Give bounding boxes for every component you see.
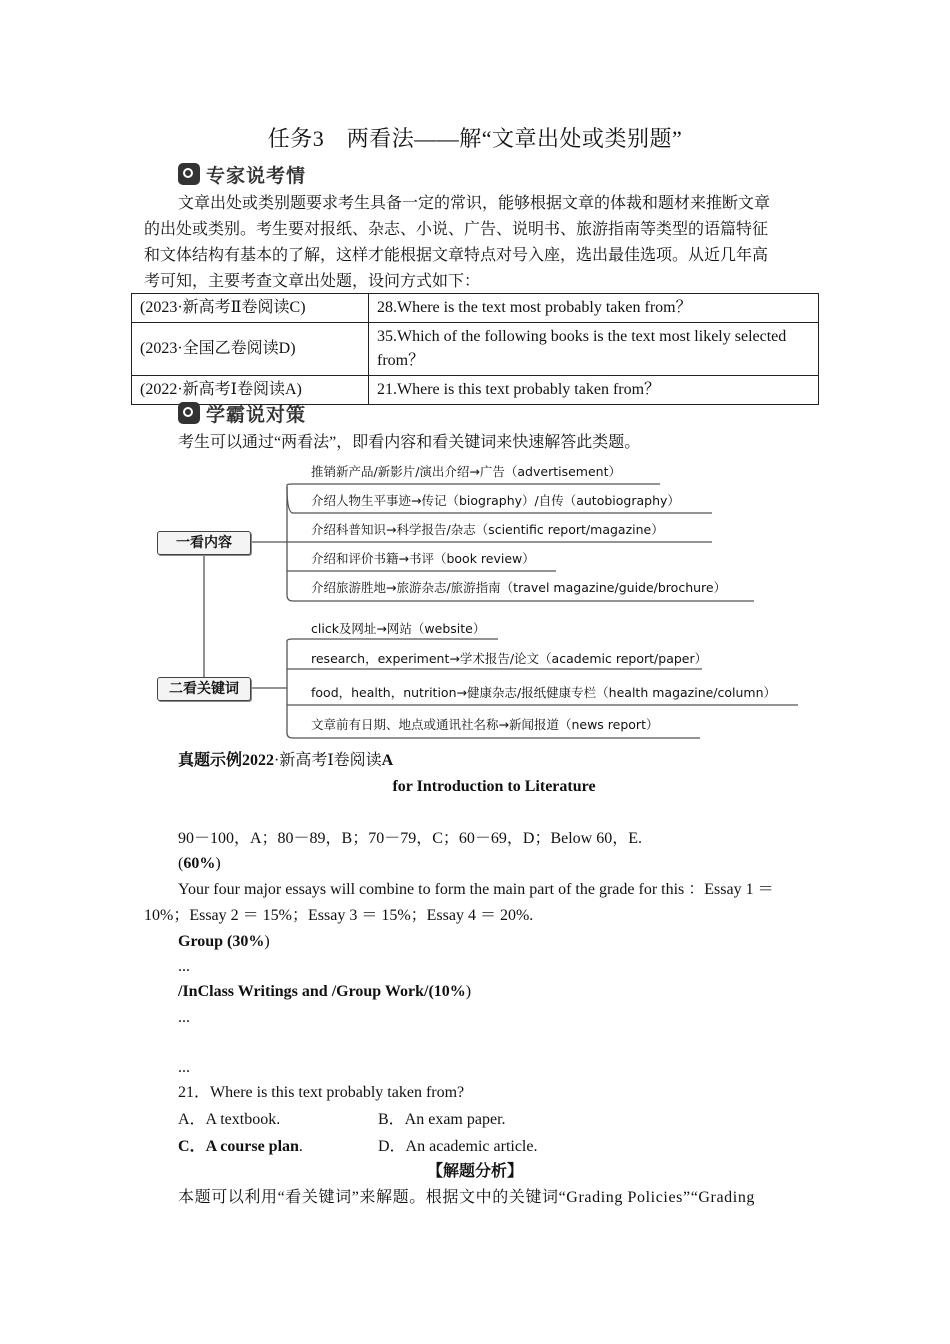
mindmap-leaf: 介绍旅游胜地→旅游杂志/旅游指南（travel magazine/guide/brochure）	[311, 580, 727, 595]
mindmap-leaf: click及网址→网站（website）	[311, 621, 486, 636]
grades-line: 90－100，A；80－89，B；70－79，C；60－69，D；Below 60，E.	[178, 830, 643, 847]
ellipsis: ...	[178, 1059, 190, 1076]
table-cell-question	[369, 376, 819, 405]
group-weight	[178, 929, 270, 955]
option-b: B．An exam paper.	[378, 1111, 506, 1128]
chat-bubble-icon	[178, 163, 200, 185]
table-row	[132, 294, 819, 323]
example-source-text: ·新高考Ⅰ卷阅读	[274, 752, 382, 769]
mindmap-leaf: 介绍和评价书籍→书评（book review）	[311, 551, 535, 566]
ellipsis: ...	[178, 1009, 190, 1026]
intro-line-1: 文章出处或类别题要求考生具备一定的常识，能够根据文章的体裁和题材来推断文章	[178, 195, 771, 212]
intro-line-2: 的出处或类别。考生要对报纸、杂志、小说、广告、说明书、旅游指南等类型的语篇特征	[144, 221, 769, 238]
table-cell-source: (2022·新高考Ⅰ卷阅读A)	[132, 376, 369, 405]
mindmap-leaf: 介绍人物生平事迹→传记（biography）/自传（autobiography）	[311, 493, 680, 508]
mindmap-leaf: 文章前有日期、地点或通讯社名称→新闻报道（news report）	[311, 717, 659, 732]
question-text: 35.Which of the following books is the text most likely selected	[377, 328, 787, 345]
question-text-cont: from？	[377, 352, 425, 369]
example-label: 真题示例	[178, 752, 243, 769]
mindmap-node-keywords: 二看关键词	[157, 677, 251, 701]
mindmap-node-content: 一看内容	[157, 531, 251, 555]
paren-open: (	[178, 855, 184, 872]
table-cell-question	[369, 294, 819, 323]
example-year: 2022	[242, 752, 275, 769]
page-title: 任务3 两看法——解“文章出处或类别题”	[267, 126, 683, 151]
intro-line-4: 考可知，主要考查文章出处题，设问方式如下：	[144, 273, 481, 290]
ellipsis: ...	[178, 958, 190, 975]
section-header-strategy	[178, 401, 306, 425]
essays-weight	[178, 851, 221, 877]
question-21: 21．Where is this text probably taken from?	[178, 1084, 465, 1101]
mindmap-leaf: 介绍科普知识→科学报告/杂志（scientific report/magazine）	[311, 522, 664, 537]
option-c-answer: A course plan	[205, 1138, 299, 1155]
essays-percent: 60%	[183, 855, 216, 872]
option-c-letter: C．	[178, 1138, 206, 1155]
question-source-table	[131, 293, 819, 405]
question-text: 21.Where is this text probably taken from？	[377, 381, 661, 398]
mindmap-leaf: 推销新产品/新影片/演出介绍→广告（advertisement）	[311, 464, 621, 479]
paren-close: )	[215, 855, 221, 872]
mindmap-leaf: food，health，nutrition→健康杂志/报纸健康专栏（health magazine/column）	[311, 685, 777, 700]
table-cell-source: (2023·全国乙卷阅读D)	[132, 323, 369, 376]
paren-close: )	[465, 983, 472, 1000]
group-label: Group (30%	[178, 933, 265, 950]
inclass-label: /InClass Writings and /Group Work/(10%	[178, 983, 466, 1000]
analysis-text: 本题可以利用“看关键词”来解题。根据文中的关键词“Grading Policies”“Grading	[178, 1189, 756, 1206]
chat-bubble-icon	[178, 402, 200, 424]
option-a: A．A textbook.	[178, 1111, 281, 1128]
table-cell-question	[369, 323, 819, 376]
inclass-weight	[178, 979, 471, 1005]
passage-heading: for Introduction to Literature	[392, 778, 596, 795]
example-letter: A	[381, 752, 394, 769]
section-header-expert	[178, 162, 306, 186]
paren-close: )	[264, 933, 270, 950]
option-c-end: .	[298, 1138, 303, 1155]
option-c	[178, 1134, 303, 1160]
essays-line-2: 10%；Essay 2 ＝ 15%；Essay 3 ＝ 15%；Essay 4 ＝ 20%.	[144, 907, 534, 924]
question-text: 28.Where is the text most probably taken from？	[377, 299, 692, 316]
section-header-strategy-text: 学霸说对策	[206, 403, 307, 426]
option-d: D．An academic article.	[378, 1138, 538, 1155]
analysis-heading: 【解题分析】	[426, 1163, 523, 1180]
essays-line-1: Your four major essays will combine to form the main part of the grade for this ：Essay 1 ＝	[178, 881, 774, 898]
section-header-expert-text: 专家说考情	[206, 164, 307, 187]
table-cell-source: (2023·新高考Ⅱ卷阅读C)	[132, 294, 369, 323]
mindmap-leaf: research，experiment→学术报告/论文（academic report/paper）	[311, 651, 708, 666]
strategy-intro: 考生可以通过“两看法”，即看内容和看关键词来快速解答此类题。	[178, 434, 641, 451]
table-row	[132, 323, 819, 376]
intro-line-3: 和文体结构有基本的了解，这样才能根据文章特点对号入座，选出最佳选项。从近几年高	[144, 247, 769, 264]
example-source	[178, 748, 393, 774]
